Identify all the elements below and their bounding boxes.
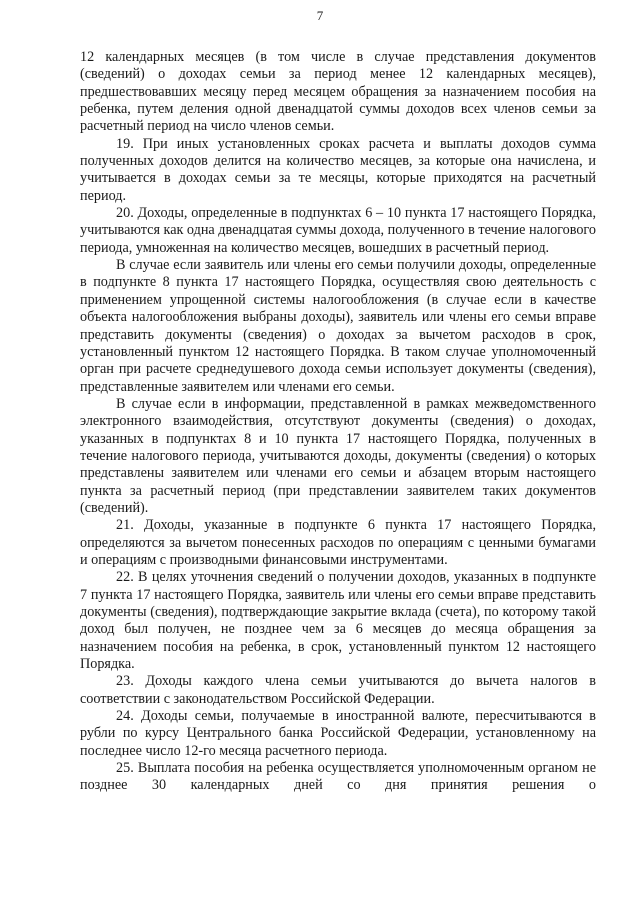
paragraph-21: 21. Доходы, указанные в подпункте 6 пункта 17 настоящего Порядка, определяются за вычетом понесенных расходов по операциям с ценными бумагами и операциям с производными финансовыми инструментами. (80, 517, 596, 568)
paragraph-20-interagency-info: В случае если в информации, представленной в рамках межведомственного электронного взаимодействия, отсутствуют документы (сведения) о доходах, указанных в подпунктах 8 и 10 пункта 17 настоящего Порядка, полученных в течение налогового периода, учитываются доходы, документы (сведения) о которых представлены заявителем или членами его семьи и абзацем вторым настоящего пункта за расчетный период (при представлении заявителем таких документов (сведений). (80, 395, 596, 516)
paragraph-continuation: 12 календарных месяцев (в том числе в случае представления документов (сведений) о доходах семьи за период менее 12 календарных месяцев), предшествовавших месяцу перед месяцем обращения за назначением пособия на ребенка, путем деления одной двенадцатой суммы доходов всех членов семьи за расчетный период на число членов семьи. (80, 49, 596, 135)
paragraph-20-simplified-taxation: В случае если заявитель или члены его семьи получили доходы, определенные в подпункте 8 пункта 17 настоящего Порядка, осуществляя свою деятельность с применением упрощенной системы налогообложения (в случае если в качестве объекта налогообложения выбраны доходы), заявитель или члены его семьи вправе представить документы (сведения) о доходах за вычетом расходов в срок, установленный пунктом 12 настоящего Порядка. В таком случае уполномоченный орган при расчете среднедушевого дохода семьи использует документы (сведения), представленные заявителем или членами его семьи. (80, 257, 596, 395)
paragraph-22: 22. В целях уточнения сведений о получении доходов, указанных в подпункте 7 пункта 17 настоящего Порядка, заявитель или члены его семьи вправе представить документы (сведения), подтверждающие закрытие вклада (счета), по которому такой доход был получен, не позднее чем за 6 месяцев до месяца обращения за назначением пособия на ребенка, в срок, установленный пунктом 12 настоящего Порядка. (80, 569, 596, 673)
paragraph-19: 19. При иных установленных сроках расчета и выплаты доходов сумма полученных доходов делится на количество месяцев, за которые она начислена, и учитывается в доходах семьи за те месяцы, которые приходятся на расчетный период. (80, 135, 596, 204)
paragraph-25: 25. Выплата пособия на ребенка осуществляется уполномоченным органом не позднее 30 календарных дней со дня принятия решения о (80, 760, 596, 794)
paragraph-23: 23. Доходы каждого члена семьи учитываются до вычета налогов в соответствии с законодательством Российской Федерации. (80, 673, 596, 707)
paragraph-20: 20. Доходы, определенные в подпунктах 6 – 10 пункта 17 настоящего Порядка, учитываются как одна двенадцатая суммы дохода, полученного в течение налогового периода, умноженная на количество месяцев, вошедших в расчетный период. (80, 205, 596, 256)
paragraph-24: 24. Доходы семьи, получаемые в иностранной валюте, пересчитываются в рубли по курсу Центрального банка Российской Федерации, установленному на последнее число 12-го месяца расчетного периода. (80, 708, 596, 759)
page-number: 7 (316, 8, 324, 23)
document-body (80, 49, 596, 795)
